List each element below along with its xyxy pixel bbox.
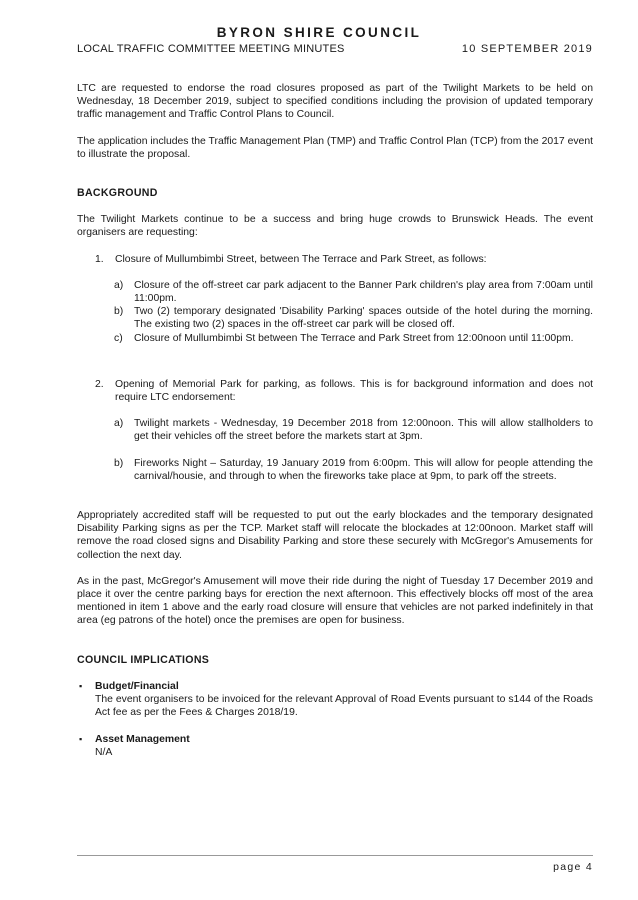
page-number: page 4 [553, 861, 593, 873]
background-heading: BACKGROUND [77, 187, 158, 200]
subitem-text: Closure of Mullumbimbi St between The Terrace and Park Street from 12:00noon until 11:00pm. [134, 332, 574, 344]
subitem-text: Twilight markets - Wednesday, 19 December 2018 from 12:00noon. This will allow stallholders to get their vehicles off the street before the markets start at 3pm. [134, 418, 593, 443]
implication-text: N/A [95, 746, 113, 758]
intro-paragraph: The application includes the Traffic Management Plan (TMP) and Traffic Control Plan (TCP) from the 2017 event to illustrate the proposal. [77, 135, 593, 160]
numbered-item-2 [95, 378, 593, 404]
amusement-paragraph: As in the past, McGregor's Amusement will move their ride during the night of Tuesday 17 December 2019 and place it over the centre parking bays for erection the next afternoon. This effectively blocks off most of the area mentioned in item 1 above and the early road closure will ensure that vehicles are not parked indefinitely in that area (eg patrons of the hotel) once the premises are open for business. [77, 575, 593, 627]
subitem-letter: b) [114, 306, 124, 318]
meeting-date: 10 SEPTEMBER 2019 [461, 43, 593, 55]
subitem-1c [114, 332, 593, 345]
item-text: Closure of Mullumbimbi Street, between The Terrace and Park Street, as follows: [115, 253, 487, 265]
subitem-text: Closure of the off-street car park adjacent to the Banner Park children's play area from 7:00am until 11:00pm. [134, 279, 593, 305]
bullet-icon: ▪ [79, 733, 83, 744]
document-body [77, 82, 593, 759]
meeting-title: LOCAL TRAFFIC COMMITTEE MEETING MINUTES [77, 43, 345, 55]
subitem-text: Fireworks Night – Saturday, 19 January 2019 from 6:00pm. This will allow for people attending the carnival/housie, and through to when the fireworks take place at 9pm, to park off the streets. [134, 457, 593, 482]
subitem-text: Two (2) temporary designated 'Disability Parking' spaces outside of the hotel during the morning. The existing two (2) spaces in the off-street car park will be closed off. [134, 306, 593, 331]
implication-budget [77, 680, 593, 720]
subitem-letter: b) [114, 457, 124, 469]
item-number: 1. [95, 253, 104, 265]
implication-text: The event organisers to be invoiced for the relevant Approval of Road Events pursuant to s144 of the Roads Act fee as per the Fees & Charges 2018/19. [95, 694, 593, 719]
subitem-letter: a) [114, 279, 124, 291]
implication-title: Budget/Financial [95, 680, 179, 692]
subitem-letter: a) [114, 418, 124, 430]
implications-heading: COUNCIL IMPLICATIONS [77, 653, 210, 666]
implication-title: Asset Management [95, 733, 190, 745]
bullet-icon: ▪ [79, 680, 83, 691]
item-number: 2. [95, 378, 104, 390]
subitem-1b [114, 305, 593, 331]
numbered-item-1 [95, 253, 593, 266]
blockades-paragraph: Appropriately accredited staff will be requested to put out the early blockades and the temporary designated Disability Parking signs as per the TCP. Market staff will relocate the blockades at 12:00noon. Market staff will remove the road closed signs and Disability Parking and store these securely with McGregor's Amusements for collection the next day. [77, 510, 593, 561]
subitem-2b [114, 457, 593, 483]
subitem-letter: c) [114, 332, 123, 344]
item-text: Opening of Memorial Park for parking, as follows. This is for background information and does not require LTC endorsement: [115, 378, 593, 404]
subitem-2a [114, 417, 593, 443]
subitem-1a [114, 279, 593, 305]
footer-divider [77, 855, 593, 856]
background-intro: The Twilight Markets continue to be a success and bring huge crowds to Brunswick Heads. The event organisers are requesting: [77, 214, 593, 239]
council-title: BYRON SHIRE COUNCIL [216, 25, 422, 40]
intro-paragraph: LTC are requested to endorse the road closures proposed as part of the Twilight Markets to be held on Wednesday, 18 December 2019, subject to specified conditions including the provision of updated temporary traffic management and Traffic Control Plans to Council. [77, 83, 593, 121]
implication-asset [77, 733, 593, 759]
